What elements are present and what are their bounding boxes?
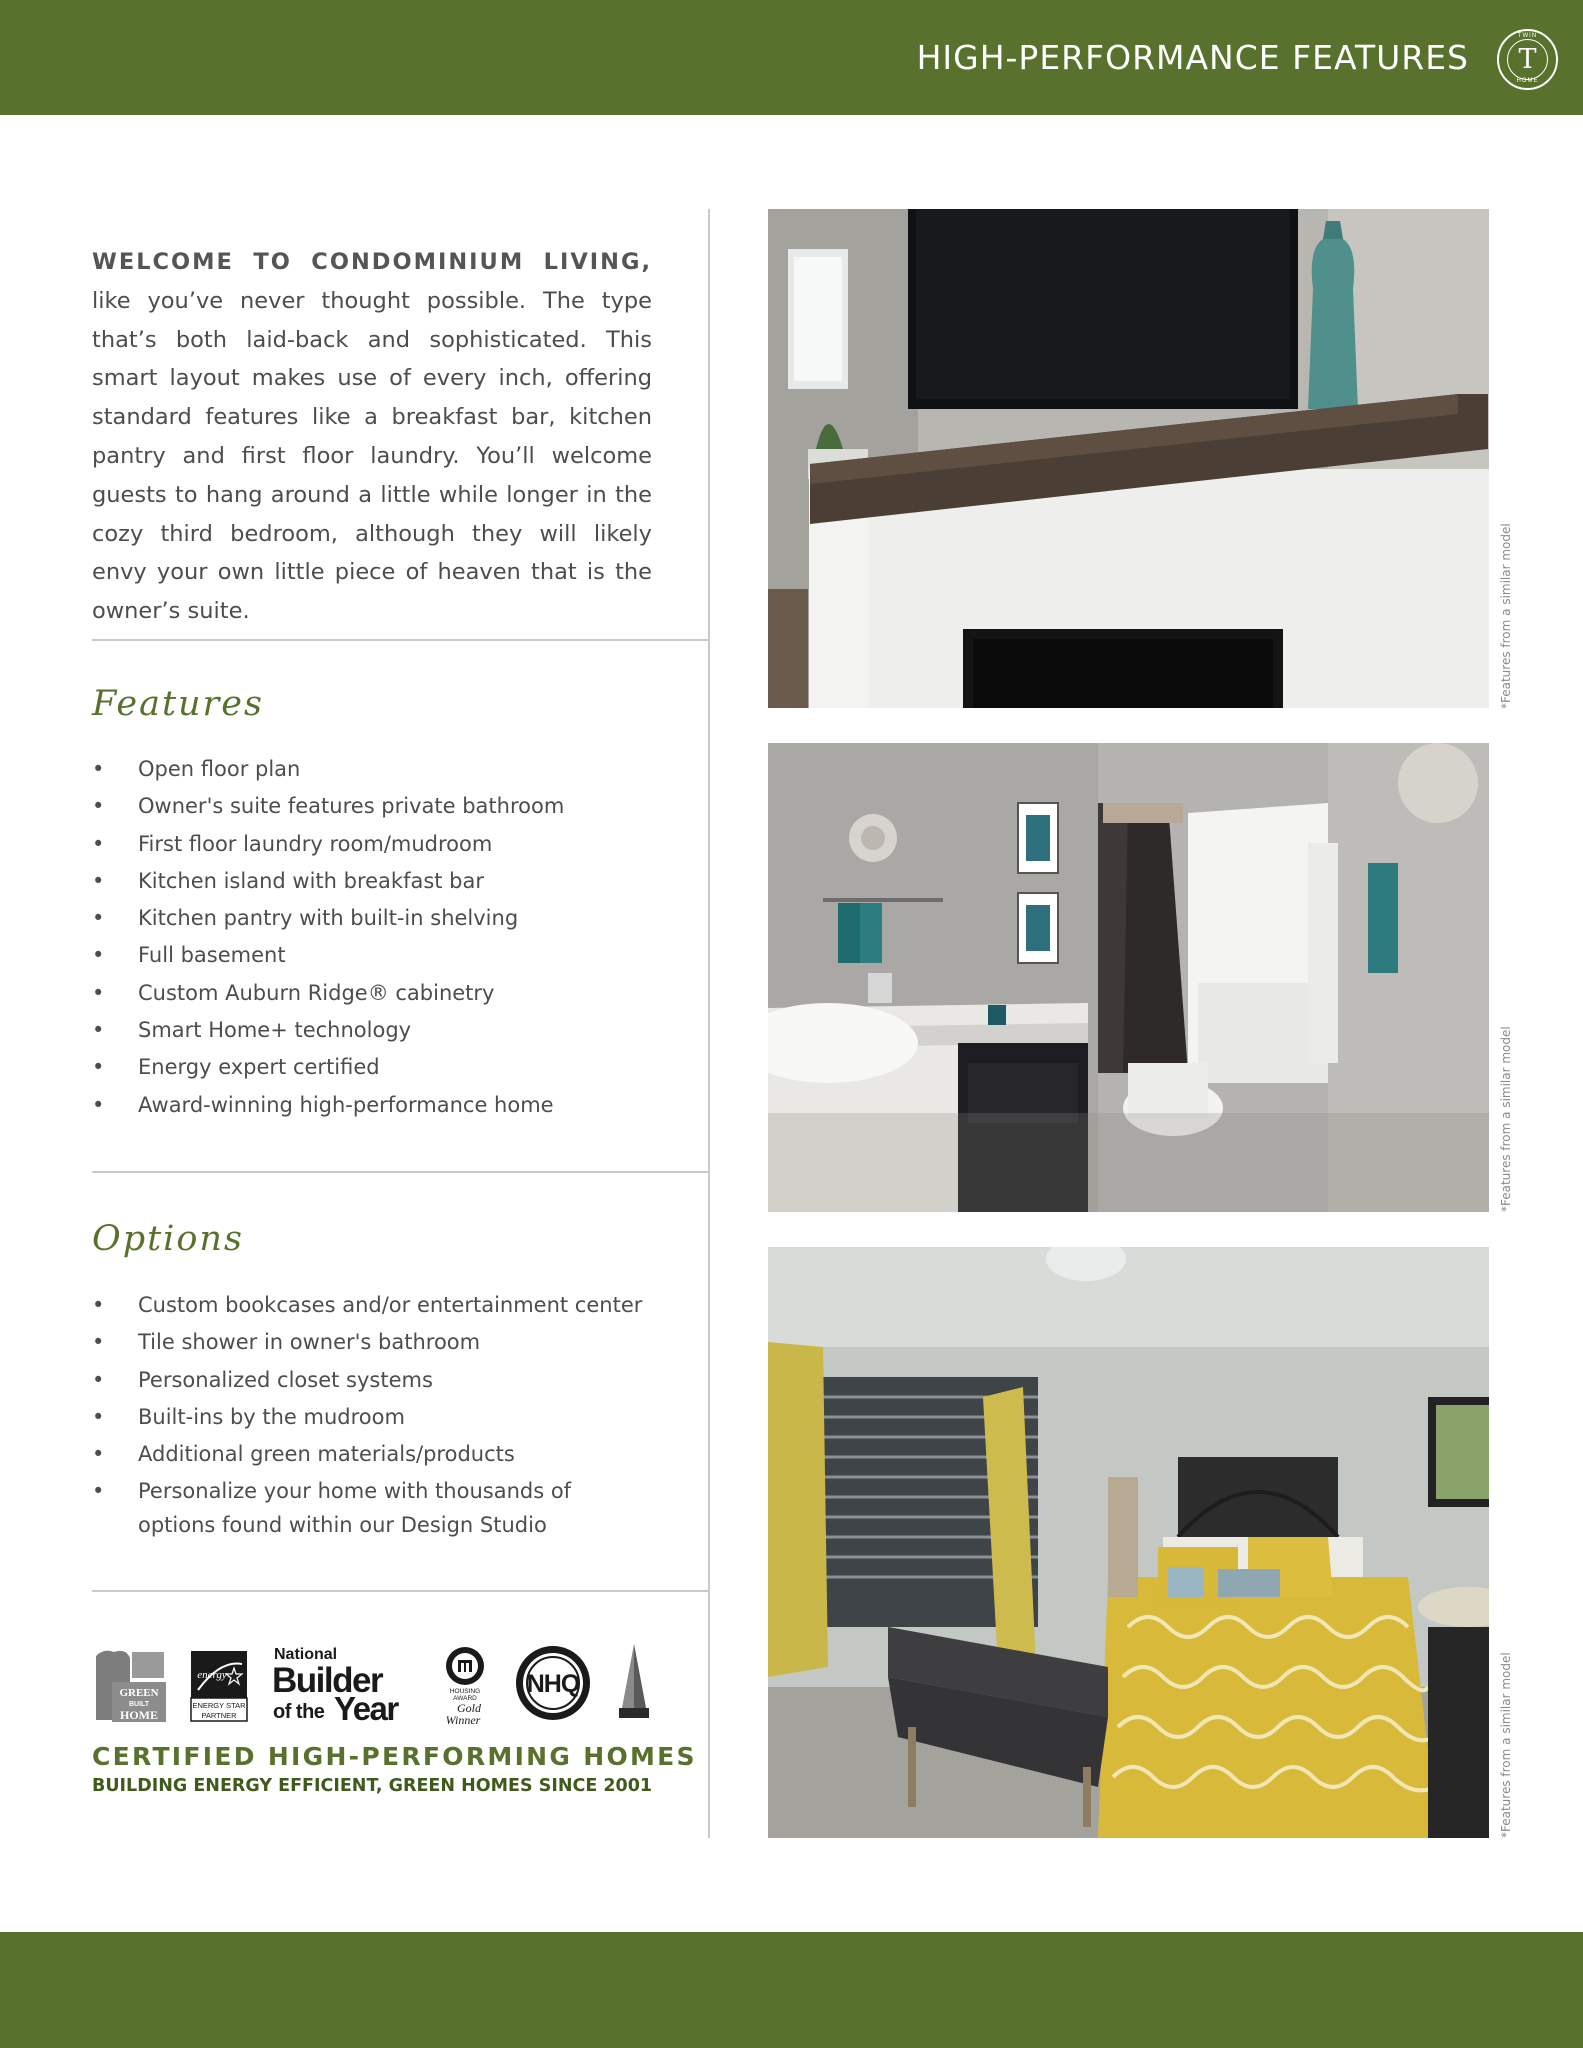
list-item: • Custom bookcases and/or entertainment center (92, 1288, 692, 1322)
certification-badges (92, 1642, 652, 1726)
intro-paragraph (92, 243, 652, 631)
bullet-icon: • (92, 1018, 105, 1043)
boty-builder: Builder (272, 1661, 383, 1700)
bullet-icon: • (92, 906, 105, 931)
award-trophy-icon (616, 1642, 652, 1726)
bullet-icon: • (92, 868, 105, 893)
bullet-icon: • (92, 1330, 105, 1355)
logo-bottom-text: HOME (1516, 78, 1539, 84)
photo-note: *Features from a similar model (1499, 1652, 1513, 1838)
bullet-icon: • (92, 831, 105, 856)
photo-note: *Features from a similar model (1499, 1026, 1513, 1212)
features-heading: Features (92, 684, 264, 724)
certification-title: CERTIFIED HIGH-PERFORMING HOMES (92, 1742, 697, 1771)
housing-award-gold: Gold (457, 1701, 481, 1715)
list-item: • Personalize your home with thousands of options found within our Design Studio (92, 1474, 652, 1542)
energy-star-badge (190, 1650, 248, 1722)
bullet-icon: • (92, 980, 105, 1005)
bullet-icon: • (92, 794, 105, 819)
list-item: • Kitchen island with breakfast bar (92, 864, 692, 898)
certification-subtitle: BUILDING ENERGY EFFICIENT, GREEN HOMES SINCE 2001 (92, 1776, 653, 1796)
bullet-icon: • (92, 1367, 105, 1392)
section-divider (92, 1171, 709, 1173)
bullet-icon: • (92, 1404, 105, 1429)
list-item: • Open floor plan (92, 752, 692, 786)
green-built-line1: GREEN (119, 1687, 159, 1699)
list-item: • First floor laundry room/mudroom (92, 827, 692, 861)
bedroom-photo (768, 1247, 1489, 1838)
list-item: • Personalized closet systems (92, 1363, 692, 1397)
bullet-icon: • (92, 1442, 105, 1467)
list-item: • Smart Home+ technology (92, 1013, 692, 1047)
list-item: • Tile shower in owner's bathroom (92, 1325, 692, 1359)
nhq-badge (514, 1644, 592, 1722)
housing-award-line1: HOUSING (449, 1688, 481, 1695)
housing-award-badge (439, 1646, 491, 1726)
logo-letter: T (1518, 44, 1537, 75)
list-item: • Custom Auburn Ridge® cabinetry (92, 976, 692, 1010)
options-heading: Options (92, 1219, 244, 1259)
green-built-home-badge (92, 1646, 168, 1722)
list-item: • Owner's suite features private bathroom (92, 789, 692, 823)
section-divider (92, 1590, 709, 1592)
bullet-icon: • (92, 1479, 105, 1504)
features-list (92, 752, 692, 1125)
list-item: • Built-ins by the mudroom (92, 1400, 692, 1434)
energy-star-line1: ENERGY STAR (192, 1701, 246, 1710)
bullet-icon: • (92, 1055, 105, 1080)
intro-body: like you’ve never thought possible. The type that’s both laid-back and sophisticated. This smart layout makes use of every inch, offering standard features like a breakfast bar, kitchen pantry and first floor laundry. You’ll welcome guests to hang around a little while longer in the cozy third bedroom, although they will likely envy your own little piece of heaven that is the owner’s suite. (92, 287, 652, 625)
green-built-line2: BUILT (128, 1701, 150, 1708)
boty-of-the: of the (273, 1701, 325, 1723)
list-item: • Additional green materials/products (92, 1437, 692, 1471)
nhq-text: NHQ (526, 1670, 580, 1698)
bullet-icon: • (92, 757, 105, 781)
energy-star-script: energy (197, 1669, 227, 1681)
green-built-line3: HOME (120, 1708, 158, 1722)
list-item: • Award-winning high-performance home (92, 1088, 692, 1122)
boty-national: National (274, 1646, 338, 1663)
list-item: • Kitchen pantry with built-in shelving (92, 901, 692, 935)
bullet-icon: • (92, 1092, 105, 1117)
twin-home-logo (1497, 29, 1558, 90)
bathroom-photo (768, 743, 1489, 1212)
footer-band (0, 1932, 1583, 2048)
energy-star-line2: PARTNER (201, 1711, 237, 1720)
housing-award-winner: Winner (445, 1713, 481, 1726)
housing-award-line2: AWARD (453, 1695, 477, 1702)
list-item: • Energy expert certified (92, 1050, 692, 1084)
intro-lead: WELCOME TO CONDOMINIUM LIVING, (92, 249, 652, 275)
column-divider (708, 209, 710, 1838)
builder-of-the-year-badge (272, 1642, 414, 1726)
living-room-fireplace-photo (768, 209, 1489, 708)
boty-year: Year (334, 1690, 398, 1726)
section-divider (92, 639, 709, 641)
header-band (0, 0, 1583, 115)
page-title: HIGH-PERFORMANCE FEATURES (916, 38, 1469, 77)
bullet-icon: • (92, 1293, 105, 1317)
options-list (92, 1288, 692, 1546)
bullet-icon: • (92, 943, 105, 968)
photo-note: *Features from a similar model (1499, 523, 1513, 709)
list-item: • Full basement (92, 938, 692, 972)
logo-top-text: TWIN (1517, 33, 1538, 39)
